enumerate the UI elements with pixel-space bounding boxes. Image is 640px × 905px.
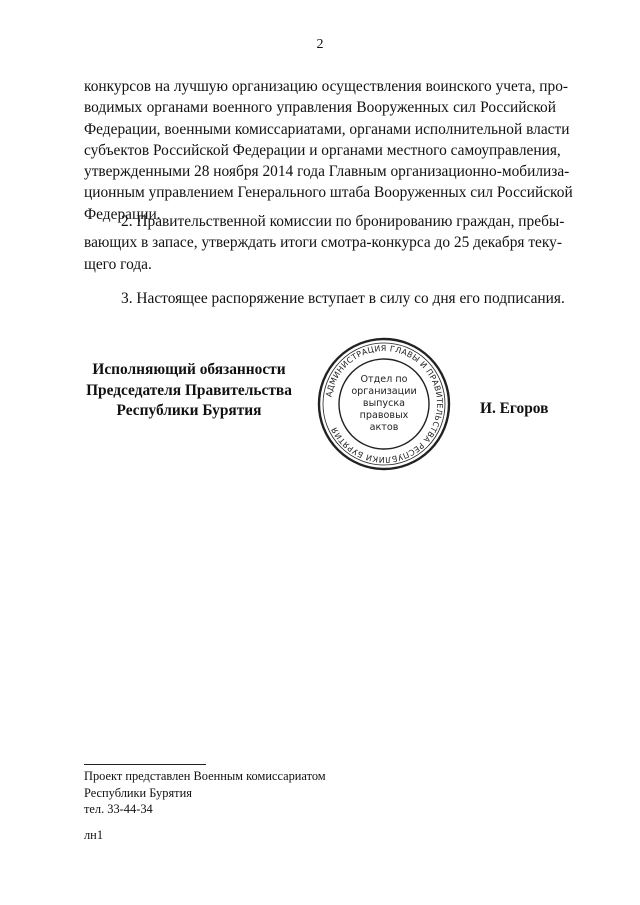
text-line: щего года.	[84, 255, 152, 273]
text-line: утвержденными 28 ноября 2014 года Главным организационно-мобилиза-	[84, 163, 570, 181]
footnote-line: Проект представлен Военным комиссариатом	[84, 769, 326, 783]
signer-title-line: Председателя Правительства	[86, 381, 292, 399]
stamp-ring-text: АДМИНИСТРАЦИЯ ГЛАВЫ И ПРАВИТЕЛЬСТВА РЕСПУБЛИКИ БУРЯТИЯ	[324, 343, 445, 465]
footnote-line: Республики Бурятия	[84, 785, 192, 800]
text-line: Федерации.	[84, 205, 161, 223]
document-code: лн1	[84, 828, 104, 842]
stamp-center-line: правовых	[359, 410, 409, 421]
stamp-center-line: организации	[351, 386, 417, 397]
paragraph-2	[84, 211, 565, 275]
signer-title	[84, 360, 294, 422]
footnote-line: тел. 33-44-34	[84, 802, 153, 816]
text-line: Федерации, военными комиссариатами, органами исполнительной власти	[84, 120, 570, 138]
signer-name: И. Егоров	[480, 400, 549, 417]
signer-title-line: Исполняющий обязанности	[92, 361, 286, 378]
text-line: субъектов Российской Федерации и органами местного самоуправления,	[84, 141, 561, 159]
paragraph-3	[84, 288, 565, 309]
text-line: 3. Настоящее распоряжение вступает в силу со дня его подписания.	[121, 290, 565, 307]
text-line: водимых органами военного управления Вооруженных сил Российской	[84, 99, 556, 117]
stamp-center-line: актов	[369, 422, 399, 433]
text-line: 2. Правительственной комиссии по бронированию граждан, пребы-	[121, 213, 565, 230]
text-line: ционным управлением Генерального штаба Вооруженных сил Российской	[84, 184, 573, 202]
page-number: 2	[316, 37, 324, 52]
signer-title-line: Республики Бурятия	[116, 402, 262, 419]
footnote-divider	[84, 764, 206, 765]
text-line: вающих в запасе, утверждать итоги смотра-конкурса до 25 декабря теку-	[84, 234, 562, 252]
official-stamp	[316, 336, 452, 472]
stamp-center-line: выпуска	[362, 398, 406, 409]
stamp-center-line: Отдел по	[360, 374, 408, 385]
footnote	[84, 768, 326, 818]
text-line: конкурсов на лучшую организацию осуществления воинского учета, про-	[84, 78, 569, 95]
paragraph-continuation	[84, 76, 573, 225]
